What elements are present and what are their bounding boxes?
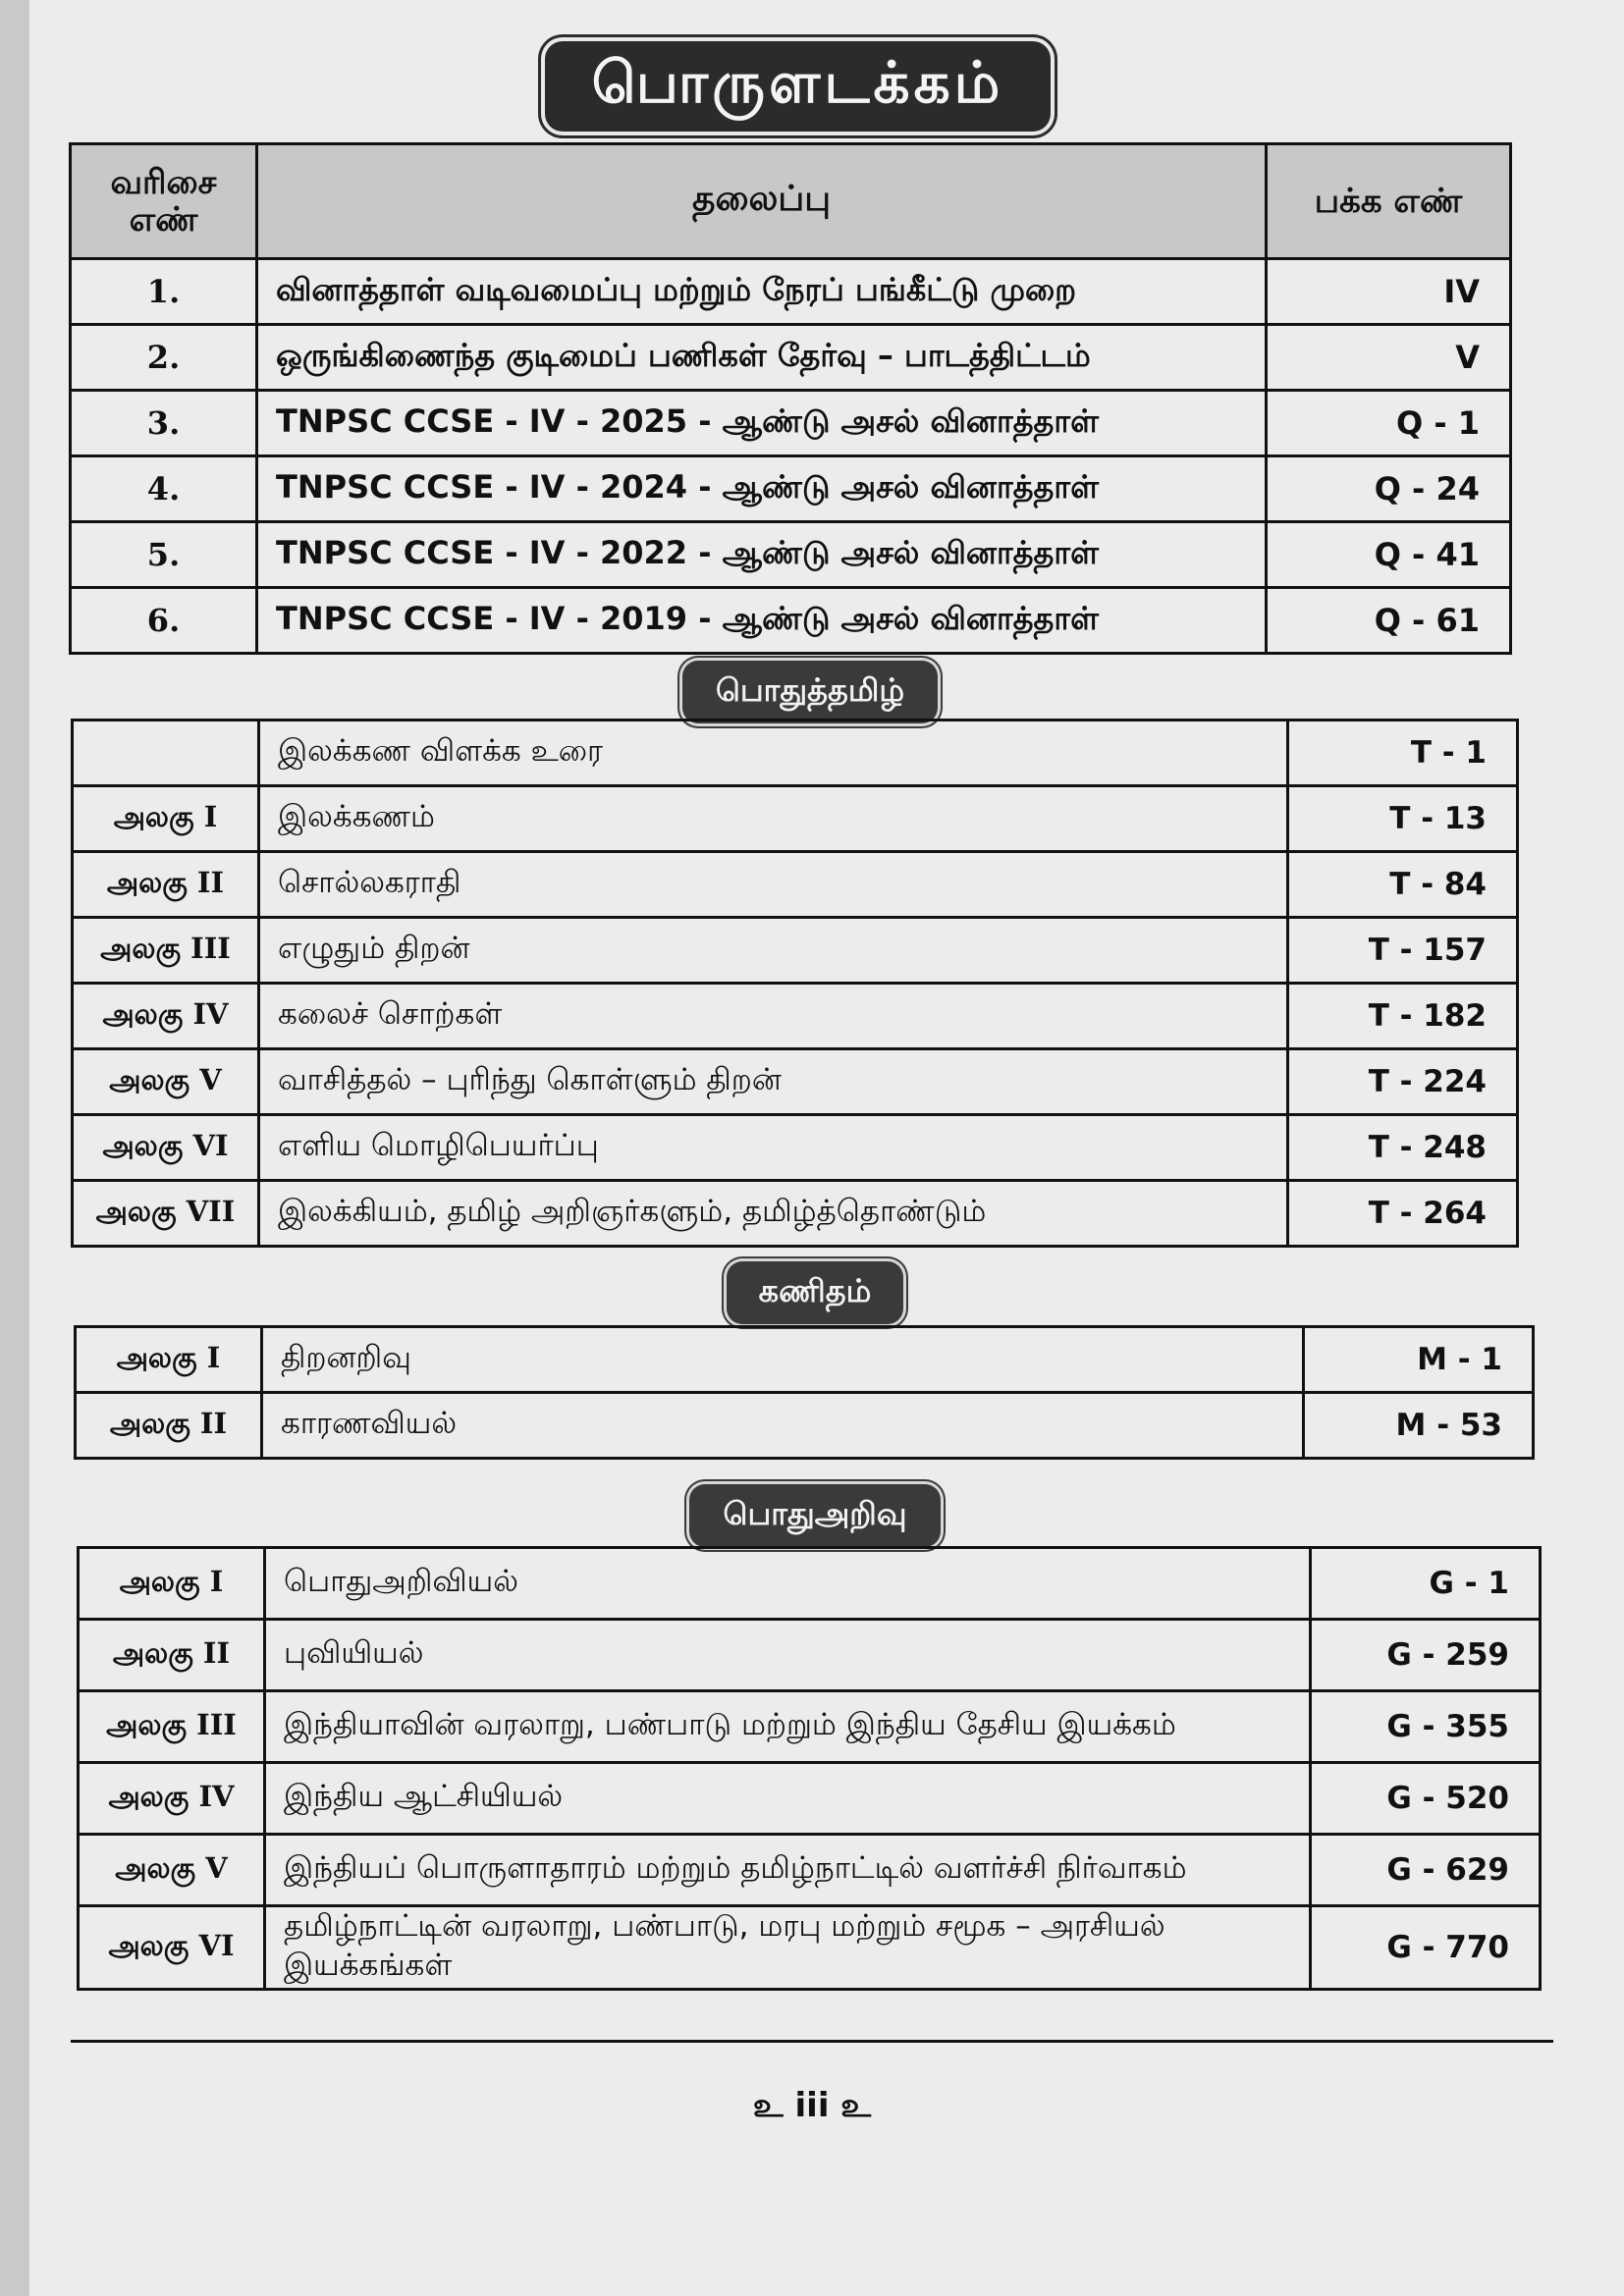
row-page: Q - 61 [1267, 588, 1511, 654]
row-page: IV [1267, 259, 1511, 325]
row-page: T - 84 [1288, 852, 1518, 918]
row-unit: அலகு III [73, 918, 259, 984]
row-unit: அலகு II [73, 852, 259, 918]
row-topic: இந்தியப் பொருளாதாரம் மற்றும் தமிழ்நாட்டில் வளர்ச்சி நிர்வாகம் [265, 1835, 1311, 1906]
row-unit: அலகு I [76, 1327, 262, 1393]
table-row [79, 1906, 1541, 1990]
row-unit: அலகு IV [73, 984, 259, 1049]
header-page-number: பக்க எண் [1267, 144, 1511, 259]
table-row [76, 1327, 1534, 1393]
row-unit: அலகு IV [79, 1763, 265, 1835]
footer-divider [71, 2040, 1553, 2043]
row-page: T - 182 [1288, 984, 1518, 1049]
section-badge-general [689, 1484, 941, 1547]
row-topic: கலைச் சொற்கள் [259, 984, 1288, 1049]
row-number: 2. [71, 325, 257, 391]
row-page: G - 629 [1311, 1835, 1541, 1906]
page-title-banner [545, 41, 1051, 132]
row-title: TNPSC CCSE - IV - 2025 - ஆண்டு அசல் வினாத்தாள் [257, 391, 1267, 456]
row-topic: எளிய மொழிபெயர்ப்பு [259, 1115, 1288, 1181]
table-row [79, 1763, 1541, 1835]
row-page: T - 1 [1288, 721, 1518, 786]
row-page: T - 157 [1288, 918, 1518, 984]
row-page: Q - 41 [1267, 522, 1511, 588]
table-row [71, 456, 1511, 522]
row-page: G - 520 [1311, 1763, 1541, 1835]
row-unit: அலகு III [79, 1691, 265, 1763]
row-topic: வாசித்தல் – புரிந்து கொள்ளும் திறன் [259, 1049, 1288, 1115]
header-title: தலைப்பு [257, 144, 1267, 259]
section-label-tamil: பொதுத்தமிழ் [715, 671, 905, 709]
row-page: T - 224 [1288, 1049, 1518, 1115]
table-row [71, 325, 1511, 391]
row-page: Q - 24 [1267, 456, 1511, 522]
row-topic: சொல்லகராதி [259, 852, 1288, 918]
row-unit: அலகு V [73, 1049, 259, 1115]
row-page: G - 355 [1311, 1691, 1541, 1763]
row-unit: அலகு I [79, 1548, 265, 1620]
row-title: TNPSC CCSE - IV - 2019 - ஆண்டு அசல் வினாத்தாள் [257, 588, 1267, 654]
row-unit: அலகு I [73, 786, 259, 852]
row-title: TNPSC CCSE - IV - 2022 - ஆண்டு அசல் வினாத்தாள் [257, 522, 1267, 588]
section-label-general: பொதுஅறிவு [723, 1495, 907, 1532]
row-page: T - 13 [1288, 786, 1518, 852]
row-page: V [1267, 325, 1511, 391]
table-row [79, 1835, 1541, 1906]
row-number: 5. [71, 522, 257, 588]
table-row [79, 1620, 1541, 1691]
row-number: 4. [71, 456, 257, 522]
page-title: பொருளடக்கம் [591, 49, 1004, 116]
row-page: Q - 1 [1267, 391, 1511, 456]
row-page: G - 1 [1311, 1548, 1541, 1620]
table-row [73, 1049, 1518, 1115]
row-topic: இலக்கியம், தமிழ் அறிஞர்களும், தமிழ்த்தொண்டும் [259, 1181, 1288, 1247]
row-title: ஒருங்கிணைந்த குடிமைப் பணிகள் தேர்வு – பாடத்திட்டம் [257, 325, 1267, 391]
table-row [73, 721, 1518, 786]
section-label-maths: கணிதம் [758, 1272, 872, 1309]
row-page: G - 770 [1311, 1906, 1541, 1990]
main-contents-table [69, 142, 1512, 655]
tamil-contents-table [71, 719, 1519, 1248]
table-row [79, 1548, 1541, 1620]
row-unit: அலகு VI [79, 1906, 265, 1990]
row-number: 3. [71, 391, 257, 456]
row-topic: இந்திய ஆட்சியியல் [265, 1763, 1311, 1835]
row-number: 1. [71, 259, 257, 325]
page-edge-shadow [0, 0, 29, 2296]
table-row [73, 918, 1518, 984]
row-topic: காரணவியல் [262, 1393, 1304, 1459]
row-unit: அலகு II [76, 1393, 262, 1459]
table-row [73, 1115, 1518, 1181]
row-unit [73, 721, 259, 786]
row-unit: அலகு VII [73, 1181, 259, 1247]
row-topic: இலக்கண விளக்க உரை [259, 721, 1288, 786]
row-topic: திறனறிவு [262, 1327, 1304, 1393]
row-page: G - 259 [1311, 1620, 1541, 1691]
header-serial-number: வரிசை எண் [71, 144, 257, 259]
row-title: வினாத்தாள் வடிவமைப்பு மற்றும் நேரப் பங்கீட்டு முறை [257, 259, 1267, 325]
row-topic: பொதுஅறிவியல் [265, 1548, 1311, 1620]
row-topic: இலக்கணம் [259, 786, 1288, 852]
row-topic: எழுதும் திறன் [259, 918, 1288, 984]
section-badge-tamil [682, 661, 938, 723]
row-number: 6. [71, 588, 257, 654]
table-row [71, 522, 1511, 588]
section-badge-maths [727, 1261, 903, 1324]
table-row [71, 588, 1511, 654]
row-unit: அலகு II [79, 1620, 265, 1691]
table-row [73, 786, 1518, 852]
row-page: M - 53 [1304, 1393, 1534, 1459]
table-row [71, 391, 1511, 456]
table-row [73, 984, 1518, 1049]
page-number: உ iii உ [752, 2086, 872, 2125]
general-contents-table [77, 1546, 1542, 1991]
table-header-row [71, 144, 1511, 259]
row-unit: அலகு VI [73, 1115, 259, 1181]
row-topic: புவியியல் [265, 1620, 1311, 1691]
row-page: M - 1 [1304, 1327, 1534, 1393]
maths-contents-table [74, 1325, 1535, 1460]
table-row [71, 259, 1511, 325]
table-row [73, 852, 1518, 918]
row-title: TNPSC CCSE - IV - 2024 - ஆண்டு அசல் வினாத்தாள் [257, 456, 1267, 522]
row-topic: இந்தியாவின் வரலாறு, பண்பாடு மற்றும் இந்திய தேசிய இயக்கம் [265, 1691, 1311, 1763]
table-row [76, 1393, 1534, 1459]
row-topic: தமிழ்நாட்டின் வரலாறு, பண்பாடு, மரபு மற்றும் சமூக – அரசியல் இயக்கங்கள் [265, 1906, 1311, 1990]
row-unit: அலகு V [79, 1835, 265, 1906]
row-page: T - 248 [1288, 1115, 1518, 1181]
table-row [73, 1181, 1518, 1247]
row-page: T - 264 [1288, 1181, 1518, 1247]
table-row [79, 1691, 1541, 1763]
